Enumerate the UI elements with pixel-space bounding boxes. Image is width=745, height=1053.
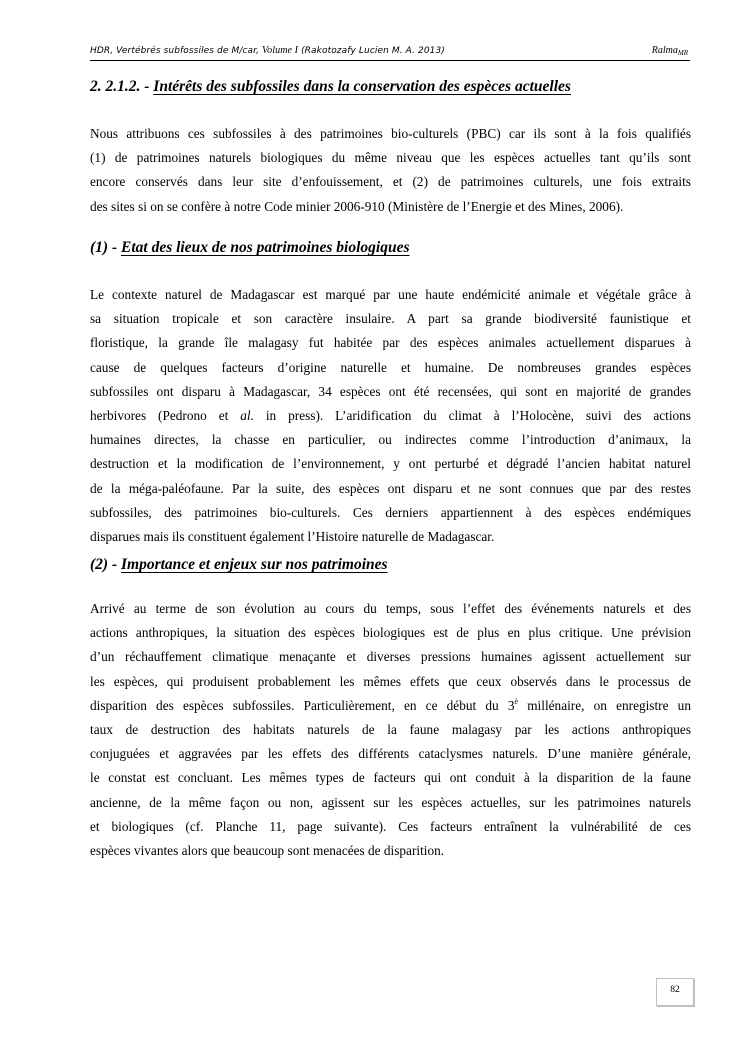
text-line: et biologiques (cf. Planche 11, page suivante). Ces facteurs entraînent la vulnérabilité de ces [90,818,691,834]
text-line: humaines directes, la chasse en particulier, ou indirectes comme l’introduction d’animaux, la [90,432,691,448]
text-line: espèces vivantes alors que beaucoup sont menacées de disparition. [90,842,445,858]
text-line: les espèces, qui produisent probablement les mêmes effets que ceux observés dans le processus de [90,673,691,689]
text-line: herbivores (Pedrono et al. in press). L’aridification du climat à l’Holocène, suivi des actions [90,407,691,423]
text-line: (1) de patrimoines naturels biologiques du même niveau que les espèces actuelles tant qu’ils sont [90,150,691,166]
text-line: disparues mais ils constituent également l’Histoire naturelle de Madagascar. [90,528,495,544]
text-line: taux de destruction des habitats naturels de la faune malagasy par les actions anthropiques [90,721,691,737]
subheading-title: Etat des lieux de nos patrimoines biologiques [121,239,410,256]
paragraph-state-of-heritage [90,283,691,549]
section-title: Intérêts des subfossiles dans la conservation des espèces actuelles [153,78,571,95]
header-author-tag: Ralma$_{MR}$ [651,45,688,57]
text-line: encore conservés dans leur site d’enfouissement, et (2) de patrimoines culturels, une fois extraits [90,174,691,190]
text-line: des sites si on se confère à notre Code minier 2006-910 (Ministère de l’Energie et des Mines, 2006). [90,198,624,214]
text-line: floristique, la grande île malagasy fut habitée par des espèces animales actuellement disparues à [90,335,691,351]
text-line: subfossiles, des patrimoines bio-culturels. Ces derniers appartiennent à des espèces endémiques [90,504,691,520]
text-line: disparition des espèces subfossiles. Particulièrement, en ce début du $3^è$ millénaire, on enregistre un [90,696,691,713]
text-line: Arrivé au terme de son évolution au cours du temps, sous l’effet des événements naturels et des [90,601,691,616]
text-line: de la méga-paléofaune. Par la suite, des espèces ont disparu et ne sont connues que par des restes [90,480,691,496]
page-number-box [656,978,694,1006]
section-number: 2. 2.1.2. - [90,78,154,95]
header-citation: HDR, Vertébrés subfossiles de M/car, Volume I (Rakotozafy Lucien M. A. 2013) [90,45,445,56]
text-line: sa situation tropicale et son caractère insulaire. A part sa grande biodiversité faunistique et [90,311,691,327]
page-number: 82 [670,985,680,995]
text-line: Le contexte naturel de Madagascar est marqué par une haute endémicité animale et végétale grâce à [90,287,691,302]
subheading-title: Importance et enjeux sur nos patrimoines [121,556,388,573]
text-line: subfossiles ont disparu à Madagascar, 34 espèces ont été recensées, qui sont en majorité de grandes [90,383,691,399]
text-line: conjuguées et aggravées par les effets des différents cataclysmes naturels. D’une manière générale, [90,746,691,762]
subheading-number: (2) - [90,556,121,573]
section-heading [90,78,571,96]
subheading-biological-heritage [90,239,410,257]
text-line: destruction et la modification de l’environnement, y ont perturbé et dégradé l’ancien habitat naturel [90,456,691,472]
text-line: d’un réchauffement climatique menaçante et diverses pressions humaines agissent actuellement sur [90,649,691,665]
text-line: ancienne, de la même façon ou non, agissent sur les espèces actuelles, sur les patrimoines naturels [90,794,691,810]
text-line: cause de quelques facteurs d’origine naturelle et humaine. De nombreuses grandes espèces [90,359,691,375]
text-line: actions anthropiques, la situation des espèces biologiques est de plus en plus critique. Une prévision [90,625,691,641]
text-line: le constat est concluant. Les mêmes types de facteurs qui ont conduit à la disparition de la faune [90,770,691,786]
text-line: Nous attribuons ces subfossiles à des patrimoines bio-culturels (PBC) car ils sont à la fois qualifiés [90,126,691,141]
paragraph-importance [90,597,691,863]
running-header [90,44,690,61]
subheading-number: (1) - [90,239,121,256]
paragraph-intro [90,122,691,219]
subheading-importance [90,556,388,574]
